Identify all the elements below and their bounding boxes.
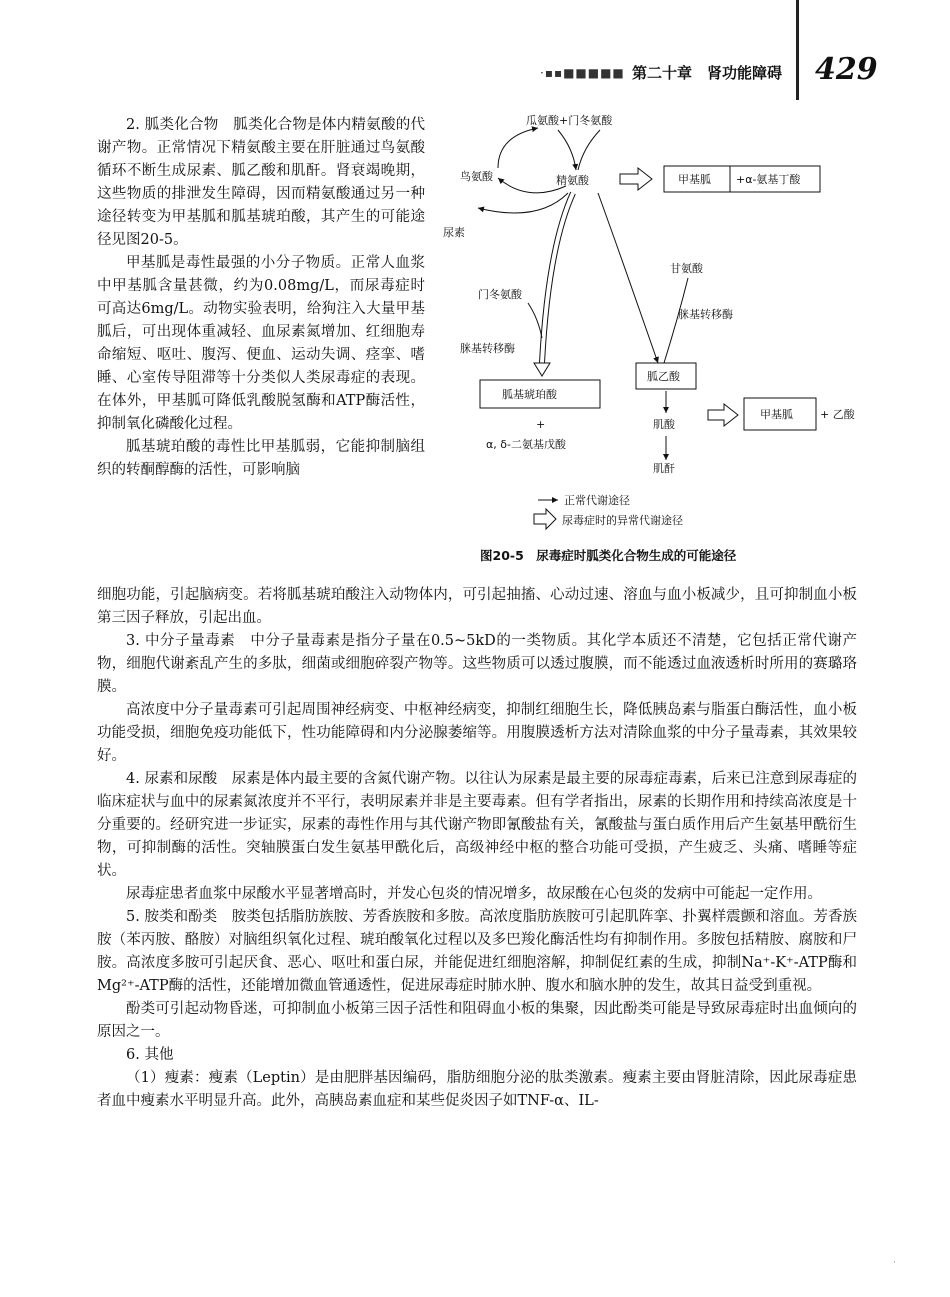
header-rule <box>796 0 799 100</box>
chapter-title: 第二十章 肾功能障碍 <box>632 64 783 82</box>
left-column <box>97 114 425 482</box>
paragraph: 4. 尿素和尿酸 尿素是体内最主要的含氮代谢产物。以往认为尿素是最主要的尿毒症毒素，后来已注意到尿毒症的临床症状与血中的尿素氮浓度并不平行，表明尿素并非是主要毒素。但有学者指出，尿素的长期作用和持续高浓度是十分重要的。经研究进一步证实，尿素的毒性作用与其代谢产物即氰酸盐有关，氰酸盐与蛋白质作用后产生氨基甲酰衍生物，可抑制酶的活性。突轴膜蛋白发生氨基甲酰化后，高级神经中枢的整合功能可受损，产生疲乏、头痛、嗜睡等症状。 <box>97 771 857 879</box>
label-diamino: α, δ-二氨基戊酸 <box>486 438 566 451</box>
paragraph: 2. 胍类化合物 胍类化合物是体内精氨酸的代谢产物。正常情况下精氨酸主要在肝脏通过鸟氨酸循环不断生成尿素、胍乙酸和肌酐。肾衰竭晚期，这些物质的排泄发生障碍，因而精氨酸通过另一种途径转变为甲基胍和胍基琥珀酸，其产生的可能途径见图20-5。 <box>97 117 425 248</box>
label-aminobutyric: +α-氨基丁酸 <box>736 173 801 186</box>
paragraph: 甲基胍是毒性最强的小分子物质。正常人血浆中甲基胍含量甚微，约为0.08mg/L，而尿毒症时可高达6mg/L。动物实验表明，给狗注入大量甲基胍后，可出现体重减轻、血尿素氮增加、红细胞寿命缩短、呕吐、腹泻、便血、运动失调、痉挛、嗜睡、心室传导阻滞等十分类似人类尿毒症的表现。在体外，甲基胍可降低乳酸脱氢酶和ATP酶活性，抑制氧化磷酸化过程。 <box>97 255 425 432</box>
paragraph: 细胞功能，引起脑病变。若将胍基琥珀酸注入动物体内，可引起抽搐、心动过速、溶血与血小板减少，且可抑制血小板第三因子释放，引起出血。 <box>97 587 857 626</box>
page-corner-mark: · <box>893 1258 896 1268</box>
figure-caption: 图20-5 尿毒症时胍类化合物生成的可能途径 <box>480 548 737 563</box>
label-arginine: 精氨酸 <box>556 174 589 187</box>
page-number: 429 <box>815 52 878 87</box>
label-urea: 尿素 <box>443 226 465 239</box>
paragraph: （1）瘦素：瘦素（Leptin）是由肥胖基因编码，脂肪细胞分泌的肽类激素。瘦素主要由肾脏清除，因此尿毒症患者血中瘦素水平明显升高。此外，高胰岛素血症和某些促炎因子如TNF-α、IL- <box>97 1070 857 1109</box>
label-guanidinoacetate: 胍乙酸 <box>647 370 680 383</box>
label-transamidinase-left: 脒基转移酶 <box>460 342 515 355</box>
label-creatinine: 肌酐 <box>653 462 675 475</box>
paragraph: 6. 其他 <box>126 1047 174 1063</box>
label-transamidinase-right: 脒基转移酶 <box>678 308 733 321</box>
legend-abnormal: 尿毒症时的异常代谢途径 <box>562 514 683 527</box>
paragraph: 尿毒症患者血浆中尿酸水平显著增高时，并发心包炎的情况增多，故尿酸在心包炎的发病中可能起一定作用。 <box>126 886 822 902</box>
label-glycine: 甘氨酸 <box>670 262 703 275</box>
label-ornithine: 鸟氨酸 <box>460 170 493 183</box>
label-guanidinosuccinate: 胍基琥珀酸 <box>502 388 557 401</box>
paragraph: 3. 中分子量毒素 中分子量毒素是指分子量在0.5~5kD的一类物质。其化学本质还不清楚，它包括正常代谢产物，细胞代谢紊乱产生的多肽，细菌或细胞碎裂产物等。这些物质可以透过腹膜，而不能透过血液透析时所用的赛璐珞膜。 <box>97 633 857 695</box>
label-methylguanidine-1: 甲基胍 <box>678 173 711 186</box>
label-methylguanidine-2: 甲基胍 <box>760 408 793 421</box>
paragraph: 高浓度中分子量毒素可引起周围神经病变、中枢神经病变，抑制红细胞生长，降低胰岛素与脂蛋白酶活性，血小板功能受损，细胞免疫功能低下，性功能障碍和内分泌腺萎缩等。用腹膜透析方法对清除血浆的中分子量毒素，其效果较好。 <box>97 702 857 764</box>
label-plus: + <box>536 418 546 431</box>
label-aspartate: 门冬氨酸 <box>478 288 522 301</box>
paragraph: 酚类可引起动物昏迷，可抑制血小板第三因子活性和阻碍血小板的集聚，因此酚类可能是导致尿毒症时出血倾向的原因之一。 <box>97 1001 857 1040</box>
legend-normal: 正常代谢途径 <box>564 494 630 507</box>
figure-20-5 <box>438 108 868 568</box>
label-creatine: 肌酸 <box>653 418 675 431</box>
pathway-diagram <box>438 108 868 548</box>
label-citrulline: 瓜氨酸+门冬氨酸 <box>526 114 613 127</box>
label-acetic: + 乙酸 <box>820 408 855 421</box>
header-ornament: ·▪▪■■■■■ <box>540 66 625 80</box>
paragraph: 胍基琥珀酸的毒性比甲基胍弱，它能抑制脑组织的转酮醇酶的活性，可影响脑 <box>97 439 425 478</box>
body-text <box>97 584 857 1113</box>
paragraph: 5. 胺类和酚类 胺类包括脂肪族胺、芳香族胺和多胺。高浓度脂肪族胺可引起肌阵挛、扑翼样震颤和溶血。芳香族胺（苯丙胺、酪胺）对脑组织氧化过程、琥珀酸氧化过程以及多巴羧化酶活性均有抑制作用。多胺包括精胺、腐胺和尸胺。高浓度多胺可引起厌食、恶心、呕吐和蛋白尿，并能促进红细胞溶解，抑制促红素的生成，抑制Na⁺-K⁺-ATP酶和Mg²⁺-ATP酶的活性，还能增加微血管通透性，促进尿毒症时肺水肿、腹水和脑水肿的发生，故其日益受到重视。 <box>97 909 857 994</box>
